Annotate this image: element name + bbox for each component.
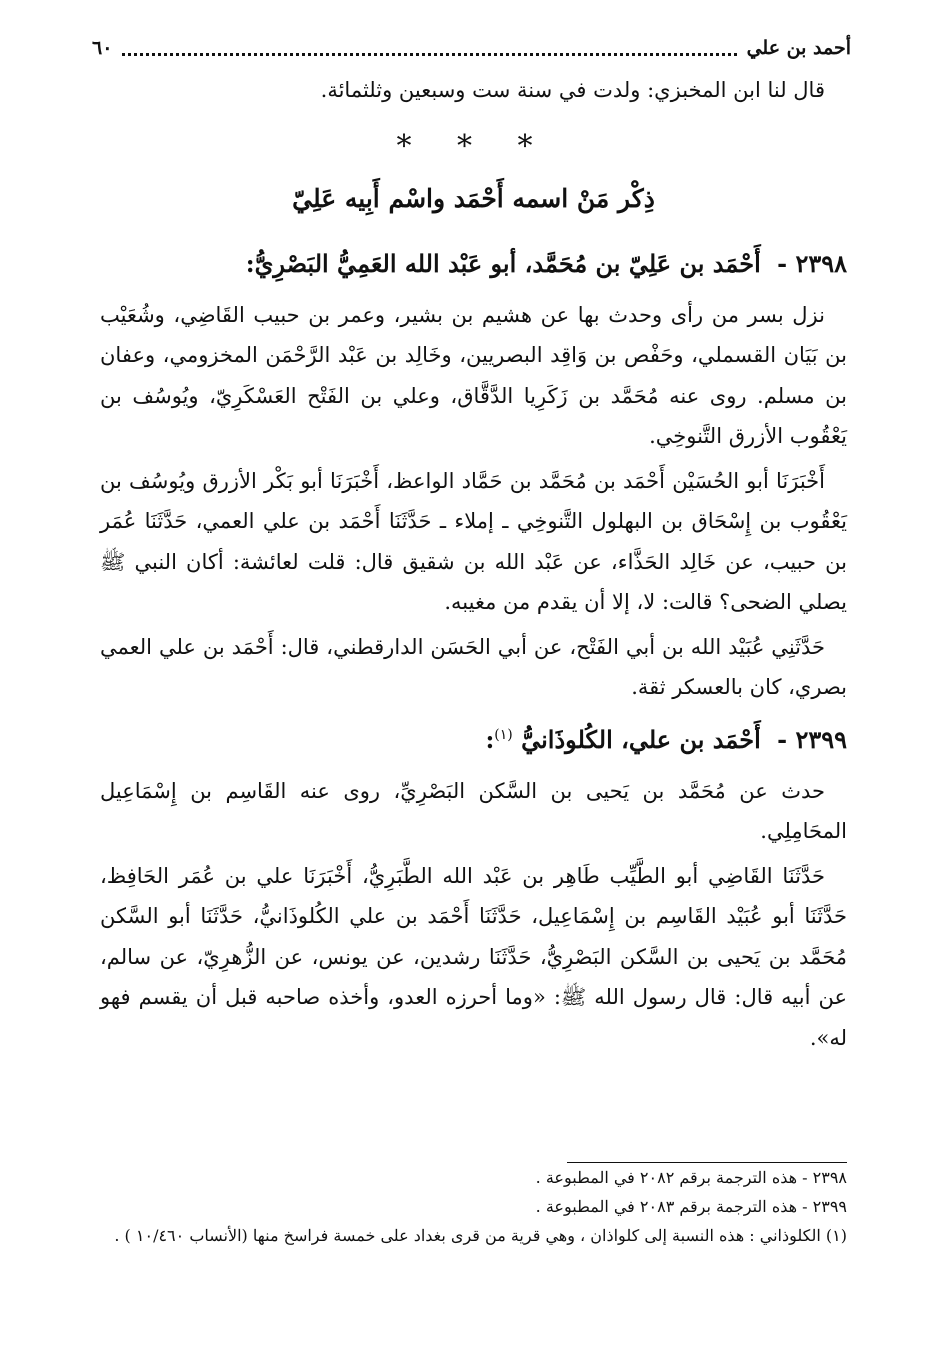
running-title: أحمد بن علي bbox=[746, 37, 851, 59]
footnote-2398: ٢٣٩٨ - هذه الترجمة برقم ٢٠٨٢ في المطبوعة . bbox=[535, 1168, 847, 1187]
footnote-1: (١) الكلوذاني : هذه النسبة إلى كلواذان ، وهي قرية من قرى بغداد على خمسة فراسخ منها (الأنساب ١٠/٤٦٠ ) . bbox=[114, 1226, 847, 1245]
page-header bbox=[92, 30, 851, 66]
footnote-2399: ٢٣٩٩ - هذه الترجمة برقم ٢٠٨٣ في المطبوعة . bbox=[535, 1197, 847, 1216]
entry-2399-heading bbox=[100, 712, 847, 763]
footnotes bbox=[100, 1163, 847, 1250]
entry-number: ٢٣٩٨ - bbox=[777, 248, 847, 278]
intro-line: قال لنا ابن المخبزي: ولدت في سنة ست وسبعين وثلثمائة. bbox=[320, 78, 825, 102]
heading-colon: : bbox=[485, 724, 495, 754]
section-separator: * * * bbox=[396, 128, 551, 164]
entry-name: أَحْمَد بن علي، الكُلوذَانيُّ bbox=[521, 724, 761, 754]
entry-2398-hadith: أَخْبَرَنَا أبو الحُسَيْن أَحْمَد بن مُحَمَّد بن حَمَّاد الواعظ، أَخْبَرَنَا أبو بَكْر الأزرق ويُوسُف بن يَعْقُوب بن إِسْحَاق بن البهلول التَّنوخِي ـ إملاء ـ حَدَّثَنَا أَحْمَد بن علي العمي، حَدَّثَنَا عُمَر بن حبيب، عن خَالِد الحَذَّاء، عن عَبْد الله بن شقيق قال: قلت لعائشة: أكان النبي ﷺ يصلي الضحى؟ قالت: لا، إلا أن يقدم من مغيبه. bbox=[100, 468, 847, 614]
page-number: ٦٠ bbox=[92, 37, 113, 59]
entry-name: أَحْمَد بن عَلِيّ بن مُحَمَّد، أبو عَبْد الله العَمِيُّ البَصْرِيُّ: bbox=[245, 248, 761, 278]
entry-2398-grading: حَدَّثَنِي عُبَيْد الله بن أبي الفَتْح، عن أبي الحَسَن الدارقطني، قال: أَحْمَد بن علي العمي بصري، كان بالعسكر ثقة. bbox=[100, 634, 847, 699]
header-dotted-leader bbox=[122, 41, 736, 56]
footnote-marker: (١) bbox=[494, 726, 513, 743]
entry-number: ٢٣٩٩ - bbox=[777, 724, 847, 754]
entry-2399-hadith: حَدَّثَنَا القَاضِي أبو الطَّيِّب طَاهِر بن عَبْد الله الطَّبَرِيُّ، أَخْبَرَنَا علي بن عُمَر الحَافِظ، حَدَّثَنَا أبو عُبَيْد القَاسِم بن إِسْمَاعِيل، حَدَّثَنَا أَحْمَد بن علي الكُلوذَانيُّ، حَدَّثَنَا أبو السَّكن مُحَمَّد بن يَحيى بن السَّكن البَصْرِيُّ، حَدَّثَنَا رشدين، عن يونس، عن الزُّهرِيّ، عن سالم، عن أبيه قال: قال رسول الله ﷺ: «وما أحرزه العدو، وأخذه صاحبه قبل أن يقسم فهو له». bbox=[100, 863, 847, 1050]
entry-2398-heading bbox=[100, 241, 847, 287]
entry-2398-bio: نزل بسر من رأى وحدث بها عن هشيم بن بشير، وعمر بن حبيب القَاضِي، وشُعَيْب بن بَيَان القسملي، وحَفْص بن وَاقِد البصريين، وخَالِد بن عَبْد الرَّحْمَن المخزومي، وعفان بن مسلم. روى عنه مُحَمَّد بن زَكَرِيا الدَّقَّاق، وعلي بن الفَتْح العَسْكَرِيّ، ويُوسُف بن يَعْقُوب الأزرق التَّنوخِي. bbox=[100, 302, 847, 448]
entry-2399-bio: حدث عن مُحَمَّد بن يَحيى بن السَّكن البَصْرِيِّ، روى عنه القَاسِم بن إِسْمَاعِيل المحَامِلِي. bbox=[100, 778, 847, 843]
section-title: ذِكْر مَنْ اسمه أَحْمَد واسْم أَبِيه عَلِيّ bbox=[292, 183, 655, 213]
main-text bbox=[100, 70, 847, 1058]
